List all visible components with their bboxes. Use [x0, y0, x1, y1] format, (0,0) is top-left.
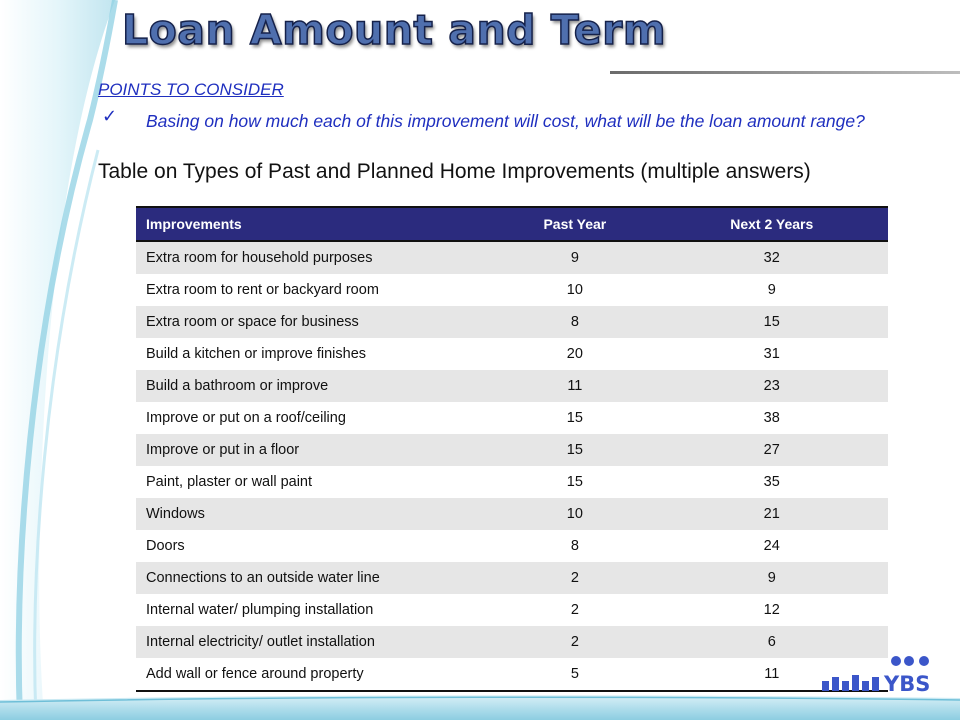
cell-past-year: 9: [494, 241, 655, 274]
cell-next-2-years: 38: [656, 402, 889, 434]
cell-past-year: 5: [494, 658, 655, 691]
table-row: [136, 241, 888, 274]
table-row: [136, 402, 888, 434]
cell-past-year: 15: [494, 402, 655, 434]
cell-improvement: Build a bathroom or improve: [136, 370, 494, 402]
table-row: [136, 274, 888, 306]
cell-next-2-years: 23: [656, 370, 889, 402]
cell-next-2-years: 9: [656, 274, 889, 306]
cell-past-year: 15: [494, 466, 655, 498]
cell-next-2-years: 31: [656, 338, 889, 370]
table-row: [136, 338, 888, 370]
slide-title: Loan Amount and Term: [122, 6, 667, 54]
logo-text: YBS: [884, 672, 931, 695]
cell-past-year: 2: [494, 626, 655, 658]
cell-improvement: Improve or put in a floor: [136, 434, 494, 466]
cell-past-year: 11: [494, 370, 655, 402]
cell-next-2-years: 35: [656, 466, 889, 498]
table-header-row: [136, 207, 888, 241]
cell-next-2-years: 6: [656, 626, 889, 658]
header-past-year: Past Year: [494, 207, 655, 241]
cell-improvement: Connections to an outside water line: [136, 562, 494, 594]
cell-past-year: 2: [494, 594, 655, 626]
cell-improvement: Build a kitchen or improve finishes: [136, 338, 494, 370]
points-heading: POINTS TO CONSIDER: [98, 80, 284, 99]
cell-next-2-years: 24: [656, 530, 889, 562]
cell-past-year: 15: [494, 434, 655, 466]
table-row: [136, 594, 888, 626]
cell-improvement: Add wall or fence around property: [136, 658, 494, 691]
table-row: [136, 306, 888, 338]
cell-improvement: Extra room to rent or backyard room: [136, 274, 494, 306]
title-underline-rule: [610, 71, 960, 74]
cell-improvement: Windows: [136, 498, 494, 530]
cell-improvement: Improve or put on a roof/ceiling: [136, 402, 494, 434]
cell-past-year: 8: [494, 306, 655, 338]
bottom-swoosh-bar: [0, 688, 960, 720]
cell-next-2-years: 21: [656, 498, 889, 530]
header-next-2-years: Next 2 Years: [656, 207, 889, 241]
cell-next-2-years: 32: [656, 241, 889, 274]
cell-next-2-years: 15: [656, 306, 889, 338]
bullet-text: Basing on how much each of this improvement will cost, what will be the loan amount range?: [146, 111, 865, 131]
cell-next-2-years: 12: [656, 594, 889, 626]
table-row: [136, 626, 888, 658]
cell-past-year: 10: [494, 498, 655, 530]
table-row: [136, 466, 888, 498]
table-row: [136, 562, 888, 594]
header-improvements: Improvements: [136, 207, 494, 241]
table-row: [136, 498, 888, 530]
cell-next-2-years: 9: [656, 562, 889, 594]
table-body: [136, 241, 888, 691]
improvements-table: [136, 206, 888, 692]
cell-past-year: 2: [494, 562, 655, 594]
table-row: [136, 530, 888, 562]
cell-improvement: Doors: [136, 530, 494, 562]
cell-next-2-years: 27: [656, 434, 889, 466]
ybs-logo: [820, 655, 940, 695]
cell-improvement: Extra room or space for business: [136, 306, 494, 338]
cell-past-year: 20: [494, 338, 655, 370]
checkmark-bullet-icon: ✓: [102, 106, 118, 127]
table-caption: Table on Types of Past and Planned Home Improvements (multiple answers): [98, 160, 811, 183]
cell-improvement: Internal water/ plumping installation: [136, 594, 494, 626]
table-row: [136, 658, 888, 691]
cell-improvement: Internal electricity/ outlet installation: [136, 626, 494, 658]
cell-improvement: Paint, plaster or wall paint: [136, 466, 494, 498]
cell-improvement: Extra room for household purposes: [136, 241, 494, 274]
cell-past-year: 8: [494, 530, 655, 562]
cell-next-2-years: 11: [656, 658, 889, 691]
cell-past-year: 10: [494, 274, 655, 306]
table-row: [136, 434, 888, 466]
table-row: [136, 370, 888, 402]
